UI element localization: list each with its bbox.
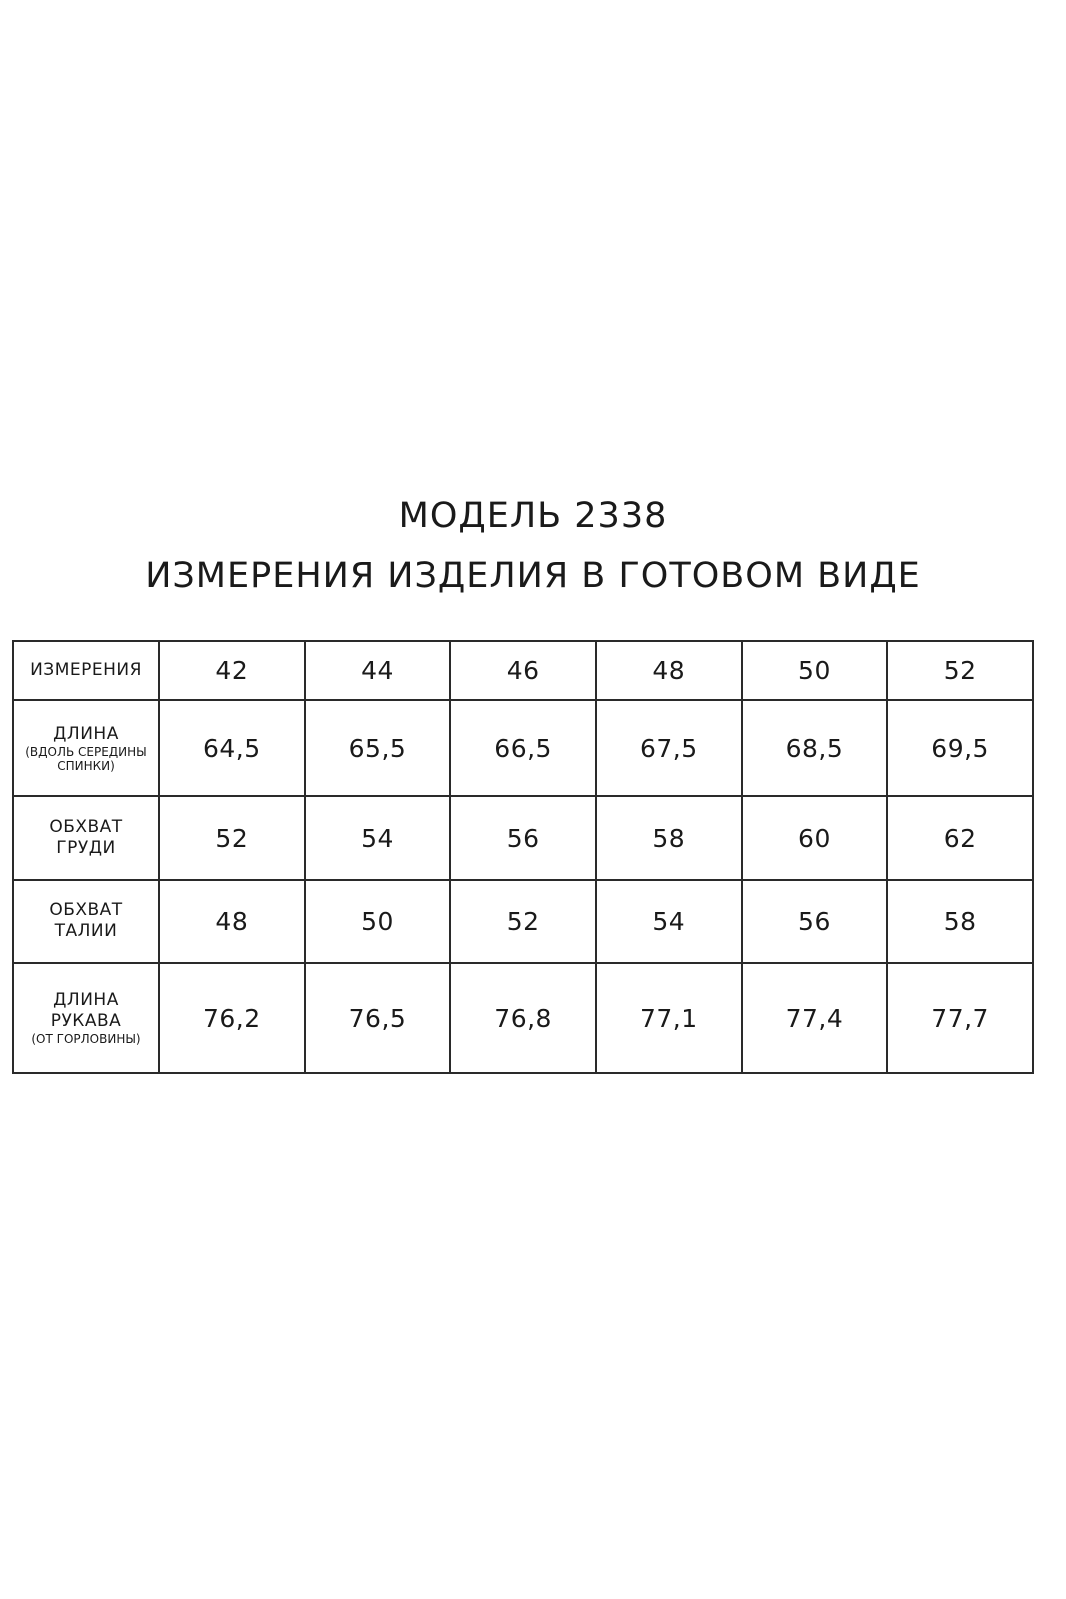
page-subtitle: ИЗМЕРЕНИЯ ИЗДЕЛИЯ В ГОТОВОМ ВИДЕ (145, 556, 921, 596)
value-cell: 48 (159, 880, 305, 963)
table-row (13, 963, 1033, 1073)
row-label-cell (13, 963, 159, 1073)
row-label: ОБХВАТ (49, 817, 123, 838)
row-label: ДЛИНА (53, 723, 119, 744)
size-header-cell: 52 (887, 641, 1033, 700)
value-cell: 68,5 (742, 700, 888, 797)
value-cell: 50 (305, 880, 451, 963)
value-cell: 69,5 (887, 700, 1033, 797)
header-label: ИЗМЕРЕНИЯ (30, 659, 142, 680)
value-cell: 60 (742, 796, 888, 879)
value-cell: 76,2 (159, 963, 305, 1073)
row-note: (ВДОЛЬ СЕРЕДИНЫ (25, 744, 147, 759)
size-header-cell: 42 (159, 641, 305, 700)
row-label: РУКАВА (50, 1011, 122, 1032)
row-label-cell (13, 880, 159, 963)
value-cell: 62 (887, 796, 1033, 879)
table-row (13, 880, 1033, 963)
value-cell: 77,1 (596, 963, 742, 1073)
size-header-cell: 44 (305, 641, 451, 700)
row-label-cell (13, 796, 159, 879)
value-cell: 54 (305, 796, 451, 879)
value-cell: 56 (742, 880, 888, 963)
size-header-cell: 50 (742, 641, 888, 700)
size-header-cell: 46 (450, 641, 596, 700)
value-cell: 77,7 (887, 963, 1033, 1073)
row-note: СПИНКИ) (57, 758, 115, 773)
value-cell: 76,8 (450, 963, 596, 1073)
header-label-cell (13, 641, 159, 700)
value-cell: 56 (450, 796, 596, 879)
value-cell: 64,5 (159, 700, 305, 797)
value-cell: 58 (596, 796, 742, 879)
value-cell: 54 (596, 880, 742, 963)
row-label: ОБХВАТ (49, 900, 123, 921)
value-cell: 65,5 (305, 700, 451, 797)
row-label: ГРУДИ (56, 838, 116, 859)
table-row (13, 700, 1033, 797)
page-title: МОДЕЛЬ 2338 (398, 496, 668, 536)
value-cell: 52 (450, 880, 596, 963)
value-cell: 52 (159, 796, 305, 879)
row-note: (ОТ ГОРЛОВИНЫ) (31, 1032, 141, 1047)
value-cell: 58 (887, 880, 1033, 963)
table-header-row (13, 641, 1033, 700)
table-row (13, 796, 1033, 879)
size-chart-table (12, 640, 1034, 1074)
row-label-cell (13, 700, 159, 797)
value-cell: 76,5 (305, 963, 451, 1073)
value-cell: 67,5 (596, 700, 742, 797)
value-cell: 77,4 (742, 963, 888, 1073)
value-cell: 66,5 (450, 700, 596, 797)
size-header-cell: 48 (596, 641, 742, 700)
row-label: ТАЛИИ (54, 921, 118, 942)
row-label: ДЛИНА (53, 990, 119, 1011)
